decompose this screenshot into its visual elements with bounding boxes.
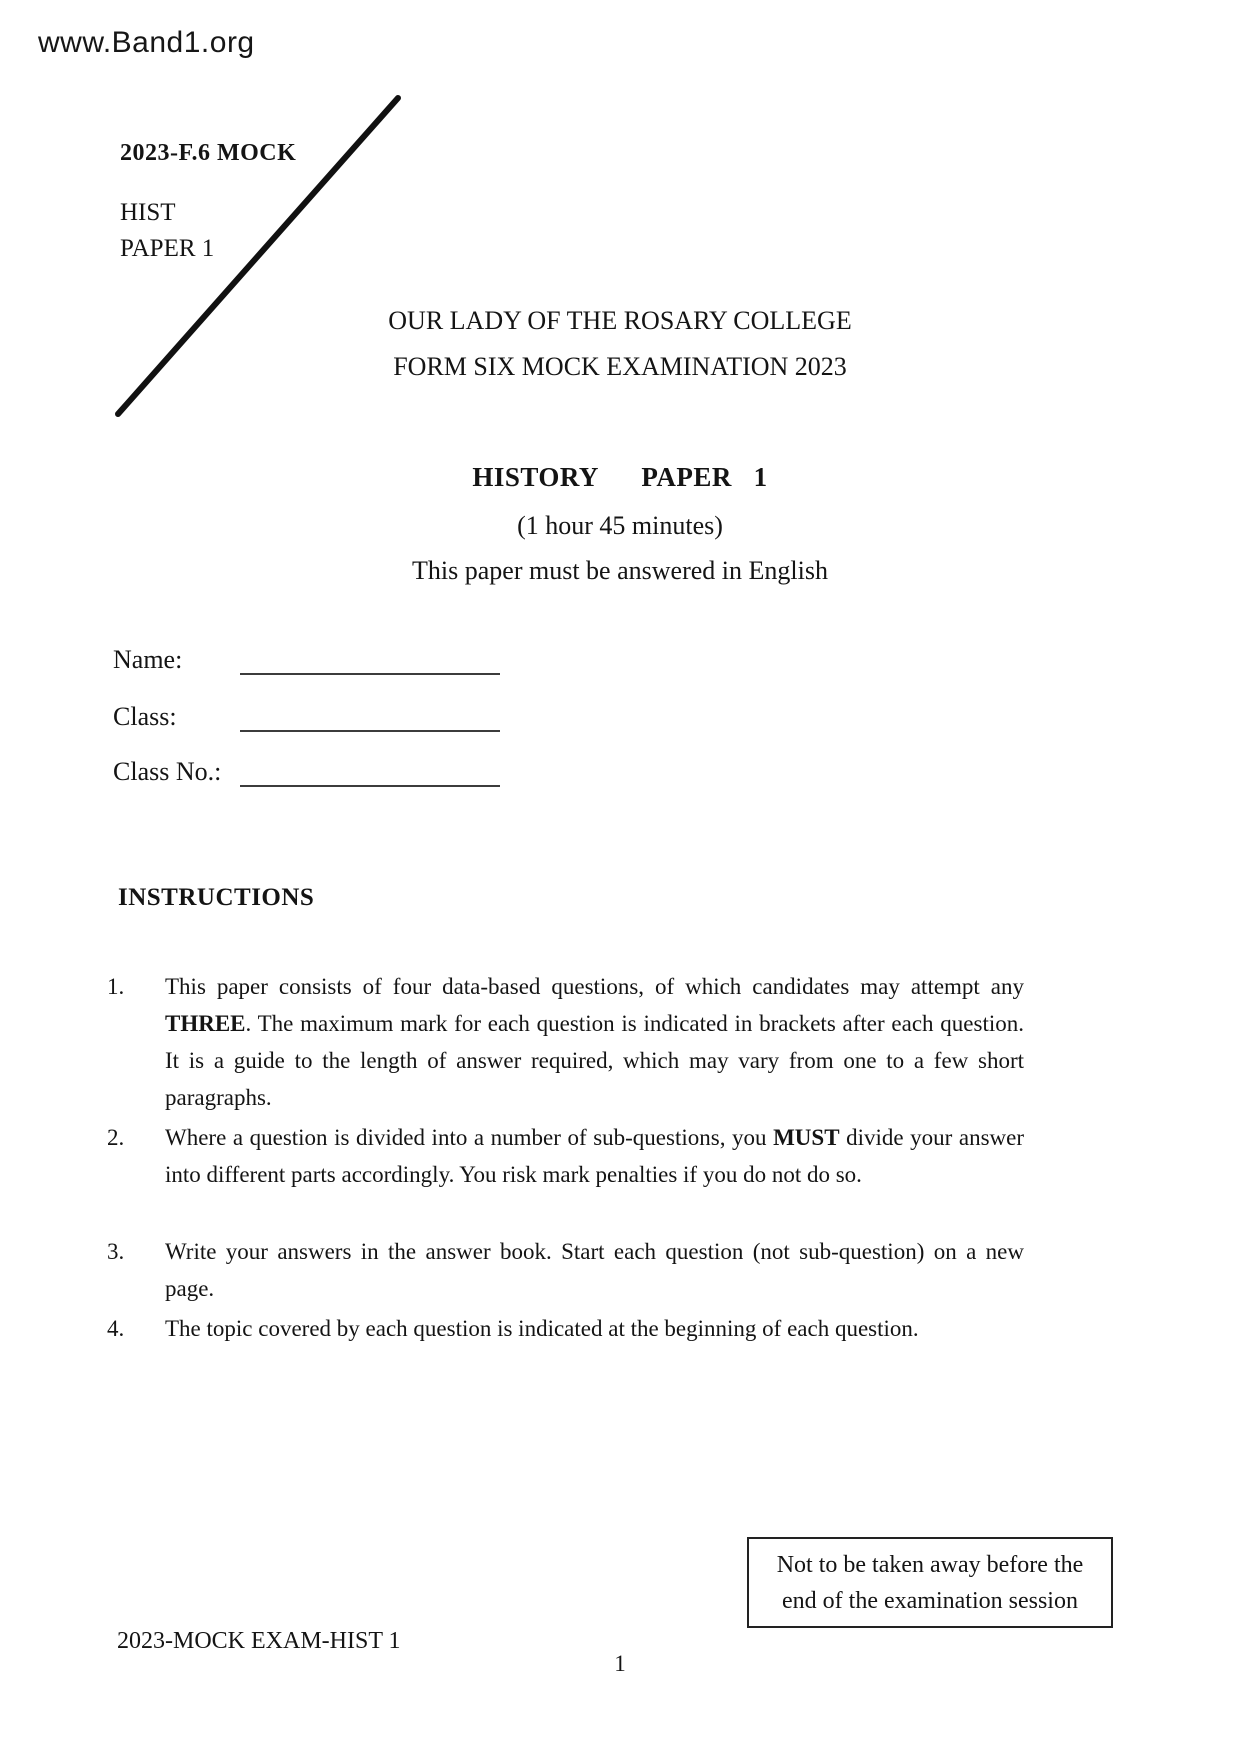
instruction-item-1-text: This paper consists of four data-based questions, of which candidates may attempt any THREE. The maximum mark for each question is indicated in brackets after each question. It is a guide to the length of answer required, which may vary from one to a few short paragraphs. xyxy=(165,974,1024,1110)
paper-language-note: This paper must be answered in English xyxy=(412,556,828,585)
paper-duration: (1 hour 45 minutes) xyxy=(517,511,723,540)
instruction-item-3-text: Write your answers in the answer book. Start each question (not sub-question) on a new page. xyxy=(165,1239,1024,1301)
class-field-blank-line xyxy=(240,700,500,732)
class-field-label: Class: xyxy=(113,702,177,731)
instruction-item-1 xyxy=(107,968,1024,1116)
school-name: OUR LADY OF THE ROSARY COLLEGE xyxy=(388,306,852,335)
instruction-item-2-number: 2. xyxy=(107,1125,125,1150)
instruction-item-2 xyxy=(107,1119,1024,1193)
class-no-field-label: Class No.: xyxy=(113,757,222,786)
corner-paper-number: PAPER 1 xyxy=(120,235,215,262)
instructions-heading: INSTRUCTIONS xyxy=(118,884,315,911)
name-field-row xyxy=(113,643,500,675)
corner-subject-code: HIST xyxy=(120,199,176,226)
retention-notice-line-1: Not to be taken away before the xyxy=(776,1551,1084,1578)
instruction-item-3-number: 3. xyxy=(107,1239,125,1264)
instruction-item-3 xyxy=(107,1233,1024,1307)
class-no-field-row xyxy=(113,755,500,787)
retention-notice-line-2: end of the examination session xyxy=(782,1587,1078,1614)
instruction-item-1-number: 1. xyxy=(107,974,125,999)
corner-exam-code: 2023-F.6 MOCK xyxy=(120,140,297,166)
retention-notice-box xyxy=(747,1537,1113,1628)
exam-session-title: FORM SIX MOCK EXAMINATION 2023 xyxy=(393,352,847,381)
instruction-item-2-text: Where a question is divided into a number of sub-questions, you MUST divide your answer into different parts accordingly. You risk mark penalties if you do not do so. xyxy=(165,1125,1024,1187)
instruction-item-4-number: 4. xyxy=(107,1316,125,1341)
class-field-row xyxy=(113,700,500,732)
footer-document-code: 2023-MOCK EXAM-HIST 1 xyxy=(117,1628,401,1654)
watermark-url: www.Band1.org xyxy=(38,26,255,59)
name-field-label: Name: xyxy=(113,645,183,674)
instruction-item-4-text: The topic covered by each question is indicated at the beginning of each question. xyxy=(165,1316,919,1341)
instruction-item-4 xyxy=(107,1310,1024,1347)
class-no-field-blank-line xyxy=(240,755,500,787)
paper-title: HISTORY PAPER 1 xyxy=(472,462,768,492)
name-field-blank-line xyxy=(240,643,500,675)
page-number: 1 xyxy=(614,1651,626,1676)
